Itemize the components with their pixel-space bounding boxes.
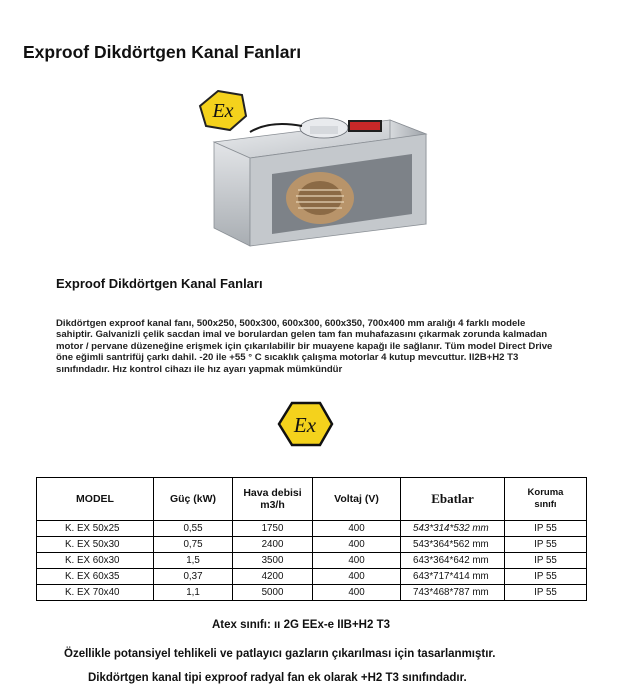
header-protection: Koruma sınıfı: [505, 478, 587, 521]
fan-product-image: [190, 86, 440, 254]
svg-text:Ex: Ex: [293, 413, 317, 437]
section-subtitle: Exproof Dikdörtgen Kanal Fanları: [56, 276, 263, 291]
ex-symbol-icon: [200, 91, 246, 130]
header-voltage: Voltaj (V): [313, 478, 401, 521]
header-airflow: Hava debisi m3/h: [233, 478, 313, 521]
table-header-row: [37, 478, 587, 521]
cell-voltage: 400: [313, 521, 401, 537]
cell-model: K. EX 70x40: [37, 585, 154, 601]
cell-airflow: 1750: [233, 521, 313, 537]
cell-power: 0,37: [154, 569, 233, 585]
cell-voltage: 400: [313, 537, 401, 553]
cell-dimensions: 743*468*787 mm: [401, 585, 505, 601]
table-row: [37, 585, 587, 601]
cell-power: 1,1: [154, 585, 233, 601]
table-row: [37, 569, 587, 585]
ex-symbol-icon: [276, 401, 334, 447]
table-row: [37, 521, 587, 537]
note-usage: Özellikle potansiyel tehlikeli ve patlayıcı gazların çıkarılması için tasarlanmıştır.: [64, 648, 496, 660]
cell-dimensions: 543*314*532 mm: [401, 521, 505, 537]
cell-protection: IP 55: [505, 585, 587, 601]
cell-power: 0,75: [154, 537, 233, 553]
atex-class: Atex sınıfı: ıı 2G EEx-e IIB+H2 T3: [212, 619, 390, 631]
cell-airflow: 2400: [233, 537, 313, 553]
cell-model: K. EX 60x35: [37, 569, 154, 585]
cell-model: K. EX 50x30: [37, 537, 154, 553]
svg-text:Ex: Ex: [212, 100, 234, 122]
cell-voltage: 400: [313, 569, 401, 585]
cell-protection: IP 55: [505, 537, 587, 553]
cell-airflow: 5000: [233, 585, 313, 601]
header-model: MODEL: [37, 478, 154, 521]
product-description: Dikdörtgen exproof kanal fanı, 500x250, 500x300, 600x300, 600x350, 700x400 mm aralığı 4 farklı modele sahiptir. Galvanizli çelik sacdan imal ve borulardan gelen tam fan muhafazasını çıkarmak zorunda kalmadan motor / pervane düzeneğine erişmek için çıkarılabilir bir muayene kapağı ile sağlanır. Tüm model Direct Drive öne eğimli santrifüj çarkı dahil. -20 ile +55 ° C sıcaklık çalışma motorlar 4 kutup mevcuttur. II2B+H2 T3 sınıfındadır. Hız kontrol cihazı ile hız ayarı yapmak mümkündür: [56, 318, 553, 375]
cell-model: K. EX 60x30: [37, 553, 154, 569]
cell-protection: IP 55: [505, 521, 587, 537]
cell-airflow: 3500: [233, 553, 313, 569]
cell-model: K. EX 50x25: [37, 521, 154, 537]
cell-voltage: 400: [313, 553, 401, 569]
table-row: [37, 537, 587, 553]
header-dimensions: Ebatlar: [401, 478, 505, 521]
header-power: Güç (kW): [154, 478, 233, 521]
cell-power: 1,5: [154, 553, 233, 569]
cell-voltage: 400: [313, 585, 401, 601]
page-title: Exproof Dikdörtgen Kanal Fanları: [23, 42, 302, 62]
cell-protection: IP 55: [505, 569, 587, 585]
spec-table: [36, 477, 587, 601]
cell-protection: IP 55: [505, 553, 587, 569]
cell-airflow: 4200: [233, 569, 313, 585]
cell-power: 0,55: [154, 521, 233, 537]
table-row: [37, 553, 587, 569]
cell-dimensions: 643*717*414 mm: [401, 569, 505, 585]
cell-dimensions: 643*364*642 mm: [401, 553, 505, 569]
note-classification: Dikdörtgen kanal tipi exproof radyal fan ek olarak +H2 T3 sınıfındadır.: [88, 672, 467, 684]
cell-dimensions: 543*364*562 mm: [401, 537, 505, 553]
